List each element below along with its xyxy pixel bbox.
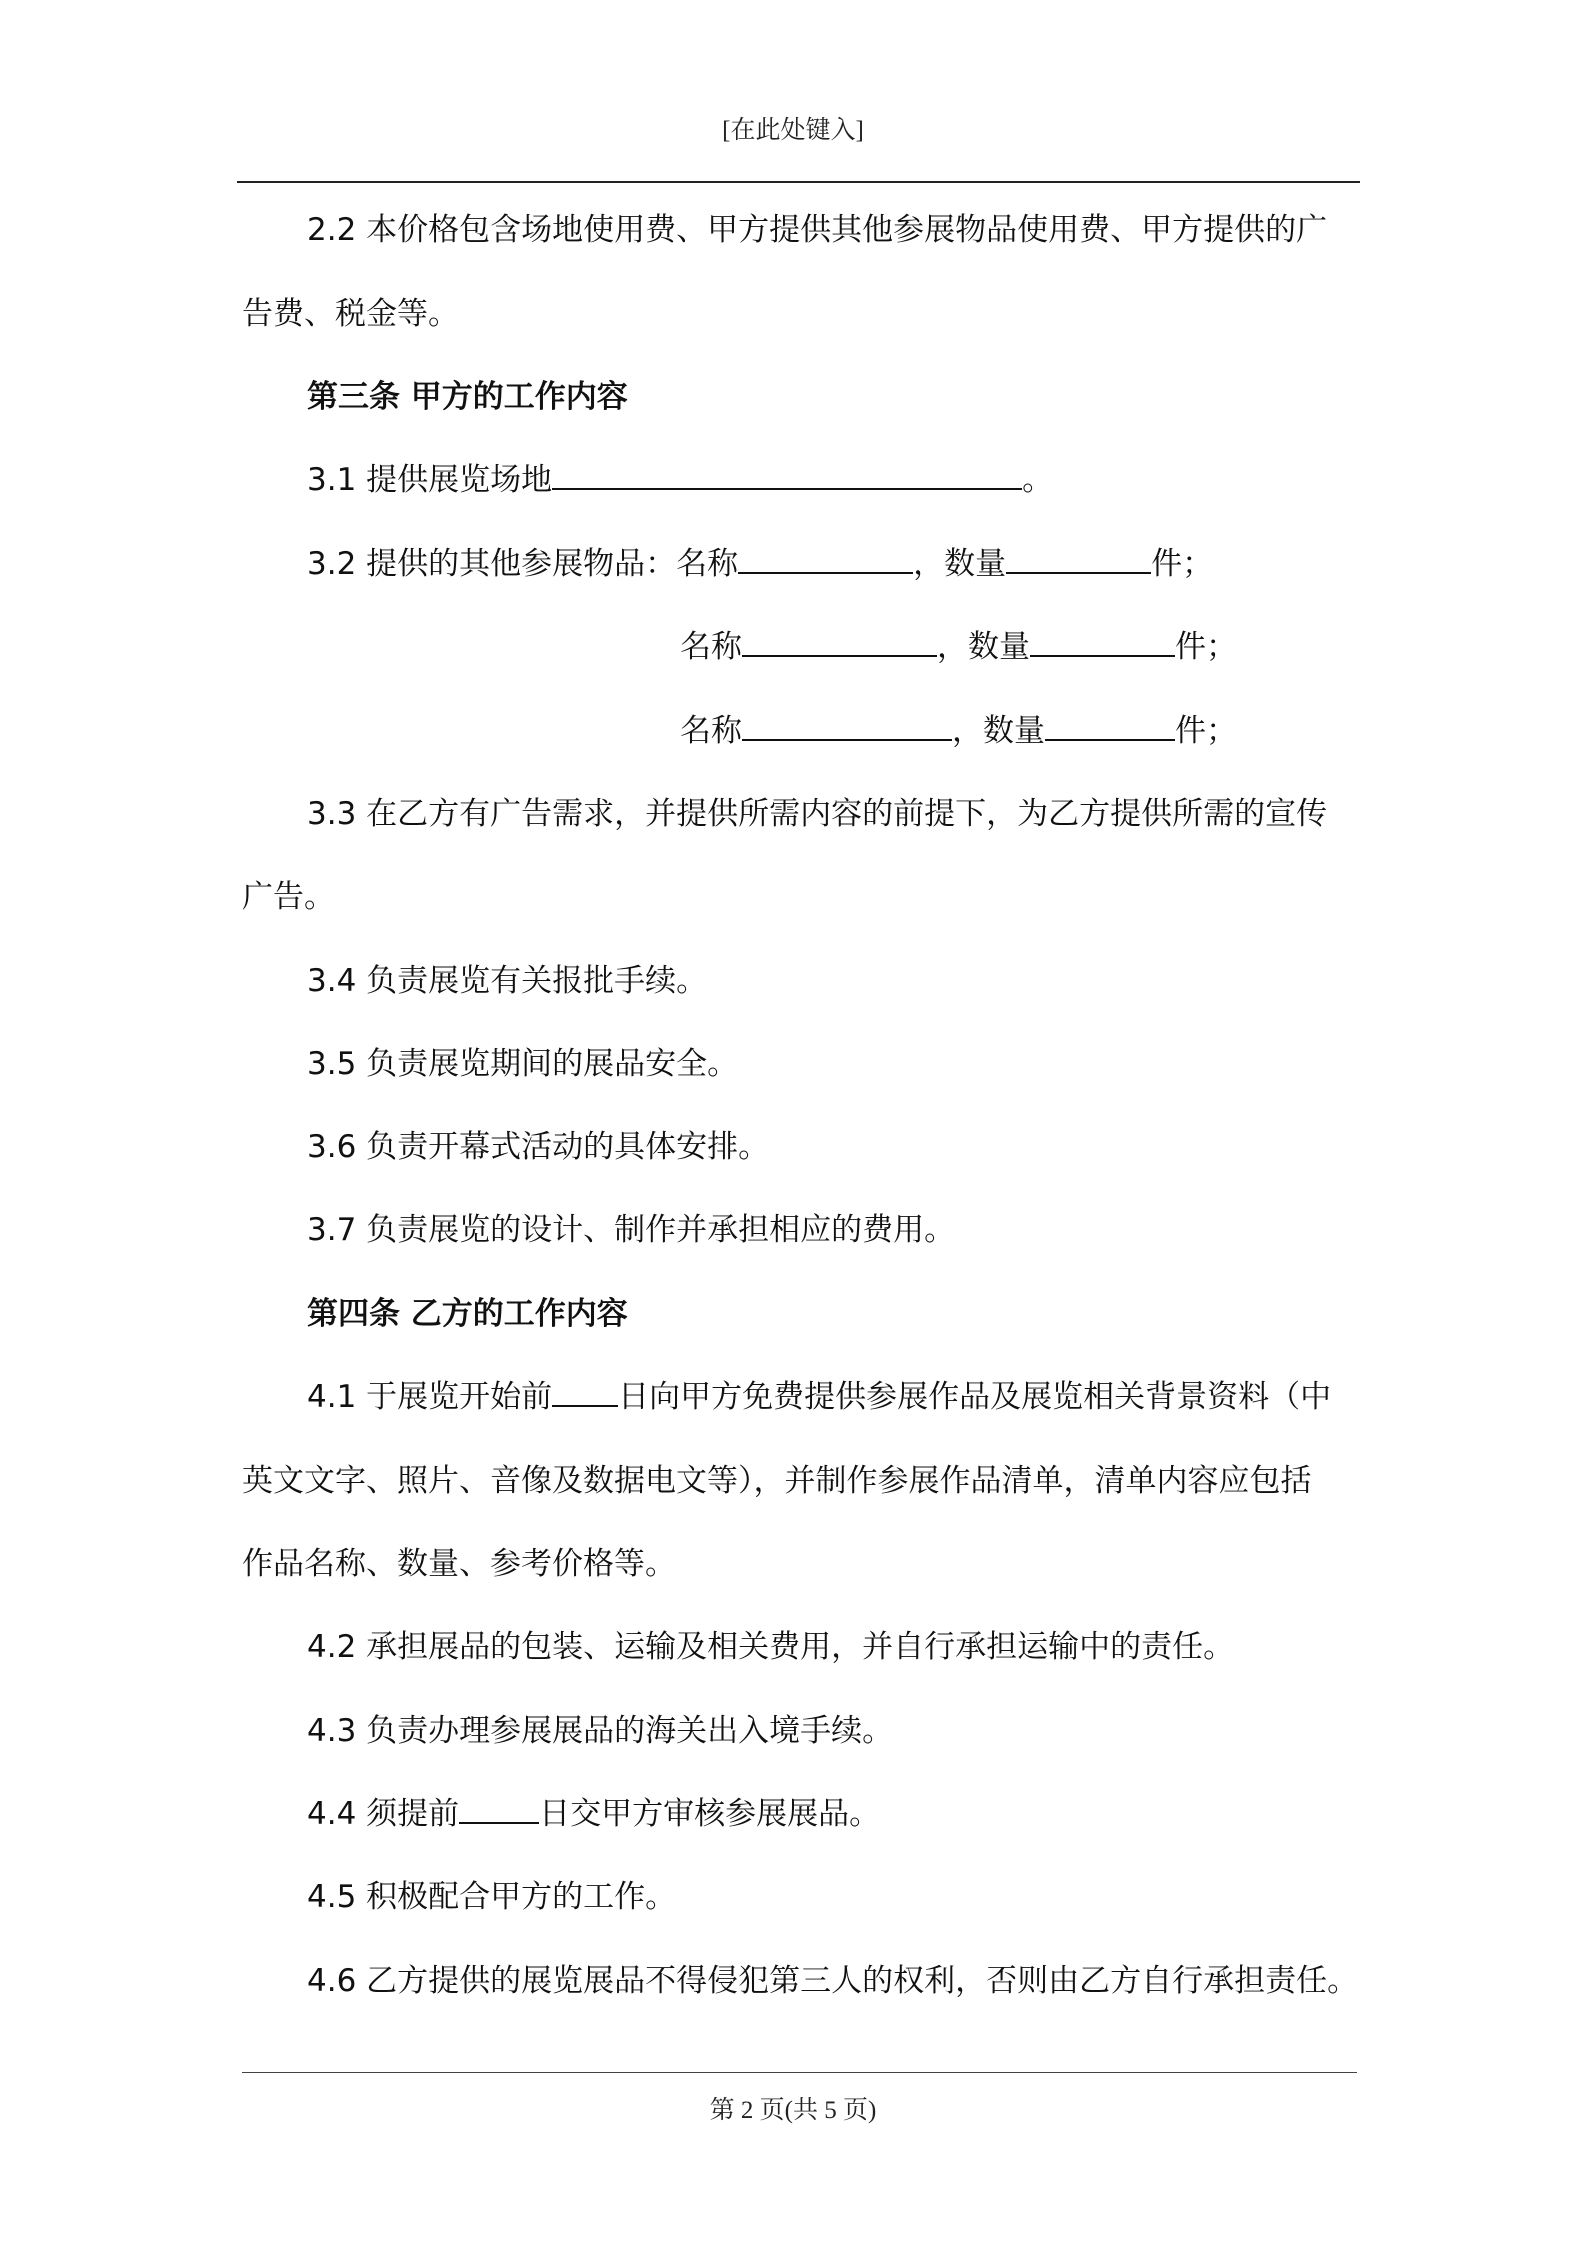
piece-label-1: 件； xyxy=(1151,546,1214,582)
clause-3-4: 3.4 负责展览有关报批手续。 xyxy=(307,963,708,999)
clause-3-7: 3.7 负责展览的设计、制作并承担相应的费用。 xyxy=(307,1212,956,1248)
clause-4-3: 4.3 负责办理参展展品的海关出入境手续。 xyxy=(307,1713,894,1749)
clause-4-5: 4.5 积极配合甲方的工作。 xyxy=(307,1879,677,1915)
clause-4-1-line1 xyxy=(307,1375,1331,1419)
name-label-2: 名称 xyxy=(680,629,742,665)
clause-3-2-row2 xyxy=(680,625,1237,669)
item-name-blank-1[interactable] xyxy=(738,542,913,574)
item-qty-blank-2[interactable] xyxy=(1030,625,1175,657)
clause-3-1 xyxy=(307,458,1053,502)
clause-4-1-text-b: 日向甲方免费提供参展作品及展览相关背景资料（中 xyxy=(618,1379,1332,1415)
clause-2-2-line1: 2.2 本价格包含场地使用费、甲方提供其他参展物品使用费、甲方提供的广 xyxy=(307,212,1328,248)
item-name-blank-3[interactable] xyxy=(742,709,952,741)
article-4-title: 第四条 乙方的工作内容 xyxy=(307,1296,628,1332)
clause-3-2-text: 3.2 提供的其他参展物品：名称 xyxy=(307,546,739,582)
clause-2-2-line2: 告费、税金等。 xyxy=(242,296,459,332)
clause-3-1-end: 。 xyxy=(1022,462,1054,498)
piece-label-3: 件； xyxy=(1175,713,1237,749)
review-days-blank[interactable] xyxy=(459,1792,539,1824)
item-qty-blank-3[interactable] xyxy=(1045,709,1175,741)
qty-label-2: ，数量 xyxy=(937,629,1030,665)
days-before-blank[interactable] xyxy=(552,1375,618,1407)
clause-4-2: 4.2 承担展品的包装、运输及相关费用，并自行承担运输中的责任。 xyxy=(307,1629,1235,1665)
page-footer: 第 2 页(共 5 页) xyxy=(709,2097,877,2124)
clause-4-4-text-b: 日交甲方审核参展展品。 xyxy=(539,1796,881,1832)
clause-4-1-line2: 英文文字、照片、音像及数据电文等），并制作参展作品清单，清单内容应包括 xyxy=(242,1463,1312,1499)
clause-3-3-line2: 广告。 xyxy=(242,879,335,915)
footer-rule xyxy=(242,2072,1357,2073)
clause-4-4-text-a: 4.4 须提前 xyxy=(307,1796,460,1832)
item-qty-blank-1[interactable] xyxy=(1006,542,1151,574)
page-header: [在此处键入] xyxy=(722,117,864,144)
item-name-blank-2[interactable] xyxy=(742,625,937,657)
header-rule xyxy=(237,181,1360,183)
clause-3-6: 3.6 负责开幕式活动的具体安排。 xyxy=(307,1129,770,1165)
clause-4-6: 4.6 乙方提供的展览展品不得侵犯第三人的权利，否则由乙方自行承担责任。 xyxy=(307,1963,1359,1999)
clause-3-2-row1 xyxy=(307,542,1213,586)
clause-3-5: 3.5 负责展览期间的展品安全。 xyxy=(307,1046,739,1082)
name-label-3: 名称 xyxy=(680,713,742,749)
clause-4-1-text-a: 4.1 于展览开始前 xyxy=(307,1379,553,1415)
clause-3-2-row3 xyxy=(680,709,1237,753)
qty-label-3: ，数量 xyxy=(952,713,1045,749)
clause-4-1-line3: 作品名称、数量、参考价格等。 xyxy=(242,1546,676,1582)
venue-blank[interactable] xyxy=(552,458,1022,490)
clause-3-3-line1: 3.3 在乙方有广告需求，并提供所需内容的前提下，为乙方提供所需的宣传 xyxy=(307,796,1328,832)
piece-label-2: 件； xyxy=(1175,629,1237,665)
article-3-title: 第三条 甲方的工作内容 xyxy=(307,379,628,415)
clause-3-1-text: 3.1 提供展览场地 xyxy=(307,462,553,498)
clause-4-4 xyxy=(307,1792,880,1836)
qty-label-1: ，数量 xyxy=(913,546,1007,582)
